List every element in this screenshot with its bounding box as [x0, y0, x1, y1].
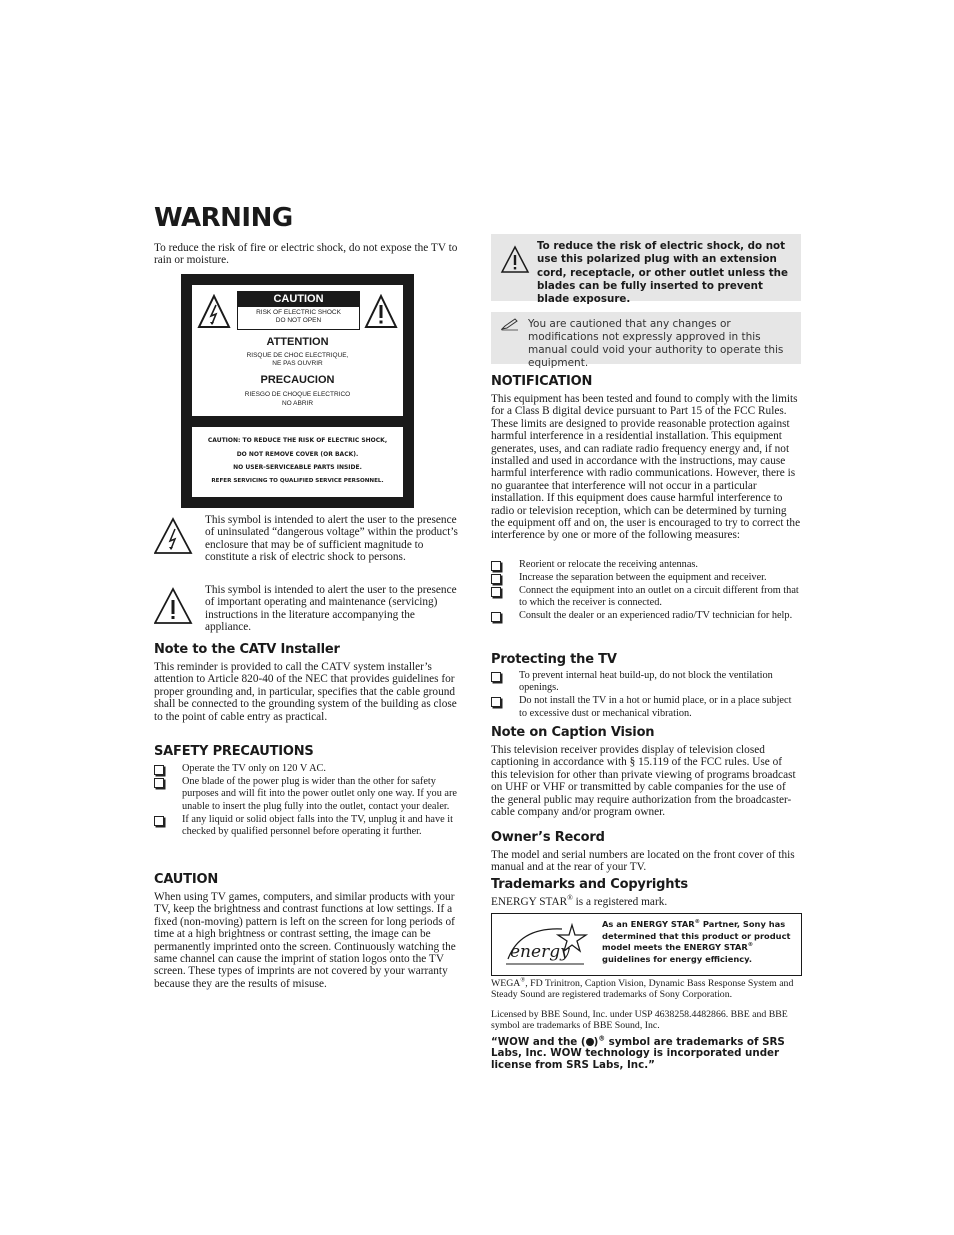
- notification-text: This equipment has been tested and found to comply with the limits for a Class B digital device pursuant to Part 15 of the FCC Rules. These limits are designed to provide reasonable protection against harmful interference in a residential installation. This equipment generates, uses, and can radiate radio frequency energy and, if not installed and used in accordance with the instructions, may cause harmful interference with radio communications. However, there is no guarantee that interference will not occur in a particular installation. If this equipment does cause harmful interference to radio or television reception, which can be determined by turning the equipment off and on, the user is encouraged to try to correct the interference by one or more of the following measures:: [491, 393, 801, 542]
- precaucion-sub2: NO ABRIR: [281, 400, 314, 407]
- intro-text: To reduce the risk of fire or electric shock, do not expose the TV to rain or moisture.: [154, 242, 458, 267]
- maintenance-symbol-row: [154, 584, 462, 634]
- label-warning-line3: NO USER-SERVICEABLE PARTS INSIDE.: [233, 464, 362, 471]
- modification-note-text: You are cautioned that any changes or modifications not expressly approved in this manual could void your authority to operate this equipment.: [528, 318, 784, 369]
- list-item: Do not install the TV in a hot or humid place, or in a place subject to excessive dust or mechanical vibration.: [491, 695, 801, 720]
- energy-star-partner-text: As an ENERGY STAR® Partner, Sony has determined that this product or product model meets the ENERGY STAR® guidelines for energy efficiency.: [602, 919, 791, 964]
- list-item: Reorient or relocate the receiving antennas.: [491, 559, 801, 571]
- list-item: If any liquid or solid object falls into the TV, unplug it and have it checked by qualified personnel before operating it further.: [154, 814, 462, 839]
- wow-trademark-text: “WOW and the ( )® symbol are trademarks of SRS Labs, Inc. WOW technology is incorporated under license from SRS Labs, Inc.”: [491, 1034, 785, 1071]
- safety-list: [154, 763, 462, 839]
- energy-star-logo: [500, 919, 590, 971]
- voltage-symbol-text: This symbol is intended to alert the user to the presence of uninsulated “dangerous voltage” within the product’s enclosure that may be of sufficient magnitude to constitute a risk of electric shock to persons.: [205, 514, 458, 564]
- pencil-note-icon: [501, 317, 519, 331]
- list-item: Increase the separation between the equipment and receiver.: [491, 572, 801, 584]
- notification-heading: NOTIFICATION: [491, 374, 593, 389]
- exclamation-warning-icon: [500, 245, 530, 275]
- owner-text: The model and serial numbers are located on the front cover of this manual and at the rear of your TV.: [491, 849, 795, 874]
- attention-sub2: NE PAS OUVRIR: [272, 360, 323, 367]
- lightning-warning-icon: [197, 294, 231, 330]
- list-item: Connect the equipment into an outlet on a circuit different from that to which the receiver is connected.: [491, 585, 801, 610]
- list-item: To prevent internal heat build-up, do not block the ventilation openings.: [491, 670, 801, 695]
- lightning-warning-icon: [154, 516, 194, 556]
- trademarks-heading: Trademarks and Copyrights: [491, 877, 688, 892]
- catv-heading: Note to the CATV Installer: [154, 642, 340, 657]
- catv-text: This reminder is provided to call the CATV system installer’s attention to Article 820-40 of the NEC that provides guidelines for proper grounding and, in particular, specifies that the cable ground shall be connected to the grounding system of the building as close to the point of cable entry as practical.: [154, 661, 457, 723]
- label-warning-line4: REFER SERVICING TO QUALIFIED SERVICE PERSONNEL.: [211, 477, 384, 484]
- caution-label: [181, 274, 414, 508]
- caption-text: This television receiver provides display of television closed captioning in accordance with § 15.119 of the FCC rules. Use of this television for other than private viewing of programs broadcast on UHF or VHF or transmitted by cable companies for the use of the general public may require authorization from the broadcaster-cable company and/or program owner.: [491, 744, 796, 819]
- energy-star-line: ENERGY STAR® is a registered mark.: [491, 893, 668, 908]
- caution-box-sub1: RISK OF ELECTRIC SHOCK: [256, 309, 341, 316]
- maintenance-symbol-text: This symbol is intended to alert the user to the presence of important operating and maintenance (servicing) instructions in the literature accompanying the appliance.: [205, 584, 457, 634]
- caution-label-top-panel: [192, 285, 403, 416]
- list-item: One blade of the power plug is wider than the other for safety purposes and will fit into the power outlet only one way. If you are unable to insert the plug fully into the outlet, contact your dealer.: [154, 776, 462, 813]
- caution-box-sub2: DO NOT OPEN: [275, 317, 322, 324]
- checkbox-bullet-icon: [154, 816, 164, 826]
- checkbox-bullet-icon: [491, 587, 501, 597]
- srs-circle-icon: [586, 1038, 594, 1046]
- exclamation-warning-icon: [154, 586, 194, 626]
- caution-text: When using TV games, computers, and similar products with your TV, keep the brightness and contrast functions at low settings. If a fixed (non-moving) pattern is left on the screen for long periods of time at a high brightness or contrast setting, the image can be permanently imprinted onto the screen. Continuously watching the same channel can cause the imprint of station logos onto the TV screen. These types of imprints are not covered by your warranty because they are the results of misuse.: [154, 891, 456, 990]
- safety-heading: SAFETY PRECAUTIONS: [154, 744, 314, 759]
- checkbox-bullet-icon: [491, 697, 501, 707]
- list-item: Operate the TV only on 120 V AC.: [154, 763, 462, 775]
- checkbox-bullet-icon: [154, 778, 164, 788]
- checkbox-bullet-icon: [491, 612, 501, 622]
- precaucion-sub1: RIESGO DE CHOQUE ELECTRICO: [244, 391, 351, 398]
- protect-heading: Protecting the TV: [491, 652, 617, 667]
- checkbox-bullet-icon: [491, 672, 501, 682]
- caution-box-title: CAUTION: [238, 292, 359, 307]
- page-title: WARNING: [154, 203, 293, 233]
- checkbox-bullet-icon: [491, 574, 501, 584]
- attention-sub1: RISQUE DE CHOC ELECTRIQUE,: [246, 352, 349, 359]
- svg-text:energy: energy: [510, 942, 570, 962]
- bbe-trademark-text: Licensed by BBE Sound, Inc. under USP 4638258.4482866. BBE and BBE symbol are trademarks of BBE Sound, Inc.: [491, 1009, 788, 1031]
- plug-warning-box: [491, 234, 801, 306]
- caution-box: [237, 291, 360, 330]
- caption-heading: Note on Caption Vision: [491, 725, 655, 740]
- wega-trademark-text: WEGA®, FD Trinitron, Caption Vision, Dynamic Bass Response System and Steady Sound are registered trademarks of Sony Corporation.: [491, 976, 794, 1000]
- label-warning-line2: DO NOT REMOVE COVER (OR BACK).: [236, 450, 359, 458]
- caution-label-bottom-panel: [192, 427, 403, 497]
- precaucion-title: PRECAUCION: [260, 374, 335, 386]
- attention-title: ATTENTION: [266, 336, 329, 348]
- checkbox-bullet-icon: [491, 561, 501, 571]
- notification-list: [491, 559, 801, 623]
- label-warning-line1: CAUTION: TO REDUCE THE RISK OF ELECTRIC SHOCK,: [207, 437, 388, 444]
- protect-list: [491, 670, 801, 721]
- voltage-symbol-row: [154, 514, 462, 576]
- list-item: Consult the dealer or an experienced radio/TV technician for help.: [491, 610, 801, 622]
- exclamation-warning-icon: [364, 294, 398, 330]
- owner-heading: Owner’s Record: [491, 830, 605, 845]
- caution-heading: CAUTION: [154, 872, 218, 887]
- energy-star-box: [491, 913, 802, 976]
- checkbox-bullet-icon: [154, 765, 164, 775]
- plug-warning-text: To reduce the risk of electric shock, do not use this polarized plug with an extension cord, receptacle, or other outlet unless the blades can be fully inserted to prevent blade exposure.: [537, 240, 788, 306]
- modification-note-box: [491, 312, 801, 369]
